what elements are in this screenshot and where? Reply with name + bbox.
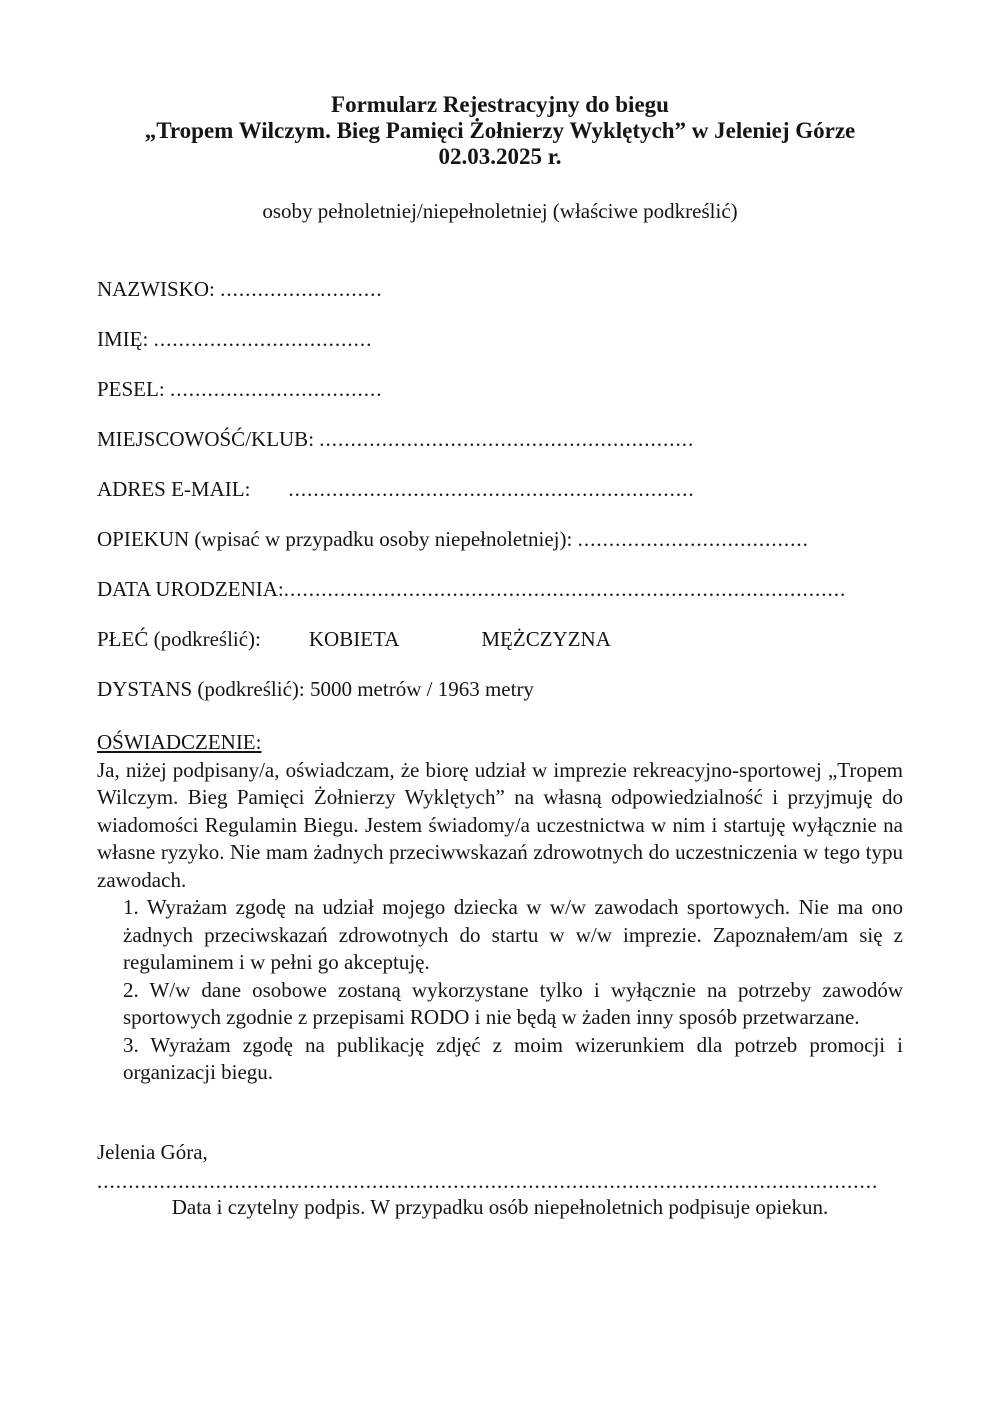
field-row-nazwisko [97,279,903,300]
form-title-line-1: Formularz Rejestracyjny do biegu [331,92,669,117]
field-row-adres-email [97,479,903,500]
field-label-opiekun: OPIEKUN (wpisać w przypadku osoby niepełnoletniej): [97,527,573,551]
fill-in-dots-imie: ................................... [153,327,373,351]
field-label-miejscowosc-klub: MIEJSCOWOŚĆ/KLUB: [97,427,315,451]
field-row-miejscowosc-klub [97,429,903,450]
fill-in-dots-opiekun: ..................................... [577,527,809,551]
field-label-pesel: PESEL: [97,377,165,401]
field-row-opiekun [97,529,903,550]
form-title-line-2: „Tropem Wilczym. Bieg Pamięci Żołnierzy Wyklętych” w Jeleniej Górze [144,118,856,143]
form-subtitle: osoby pełnoletniej/niepełnoletniej (właściwe podkreślić) [262,199,738,223]
signature-caption: Data i czytelny podpis. W przypadku osób niepełnoletnich podpisuje opiekun. [171,1194,829,1219]
field-row-dystans [97,679,903,700]
fill-in-dots-adres-email: ................................................................. [288,477,695,501]
fill-in-dots-pesel: .................................. [169,377,383,401]
form-fields [97,279,903,700]
option-kobieta: KOBIETA [308,627,400,651]
field-label-plec: PŁEĆ (podkreślić): [97,627,261,651]
field-row-data-urodzenia [97,579,903,600]
fill-in-dots-data-urodzenia: .......................................................................................... [283,577,847,601]
fill-in-dots-miejscowosc-klub: ............................................................ [319,427,695,451]
declaration-intro: Ja, niżej podpisany/a, oświadczam, że biorę udział w imprezie rekreacyjno-sportowej „Tropem Wilczym. Bieg Pamięci Żołnierzy Wyklętych” na własną odpowiedzialność i przyjmuję do wiadomości Regulamin Biegu. Jestem świadomy/a uczestnictwa w nim i startuję wyłącznie na własne ryzyko. Nie mam żadnych przeciwwskazań zdrowotnych do uczestniczenia w tego typu zawodach. [97,757,903,892]
dystans-options: 5000 metrów / 1963 metry [309,677,534,701]
field-label-imie: IMIĘ: [97,327,149,351]
declaration-section [97,729,903,1087]
field-row-imie [97,329,903,350]
form-title [97,92,903,170]
signature-city: Jelenia Góra, [97,1139,208,1164]
declaration-item-3: 3. Wyrażam zgodę na publikację zdjęć z moim wizerunkiem dla potrzeb promocji i organizacji biegu. [123,1032,903,1084]
field-row-pesel [97,379,903,400]
form-title-line-3: 02.03.2025 r. [438,144,562,169]
field-label-dystans: DYSTANS (podkreślić): [97,677,305,701]
field-label-adres-email: ADRES E-MAIL: [97,477,251,501]
fill-in-dots-nazwisko: .......................... [220,277,383,301]
signature-fill-in-line: ............................................................................................................................. [97,1168,879,1193]
field-label-nazwisko: NAZWISKO: [97,277,215,301]
declaration-item-2: 2. W/w dane osobowe zostaną wykorzystane tylko i wyłącznie na potrzeby zawodów sportowych zgodnie z przepisami RODO i nie będą w żaden inny sposób przetwarzane. [123,977,903,1029]
field-label-data-urodzenia: DATA URODZENIA: [97,577,284,601]
option-mezczyzna: MĘŻCZYZNA [481,627,611,651]
signature-section [97,1139,903,1220]
declaration-item-1: 1. Wyrażam zgodę na udział mojego dziecka w w/w zawodach sportowych. Nie ma ono żadnych przeciwskazań zdrowotnych do startu w w/w imprezie. Zapoznałem/am się z regulaminem i w pełni go akceptuję. [123,895,903,974]
declaration-heading: OŚWIADCZENIE: [97,730,262,754]
field-row-plec [97,629,903,650]
